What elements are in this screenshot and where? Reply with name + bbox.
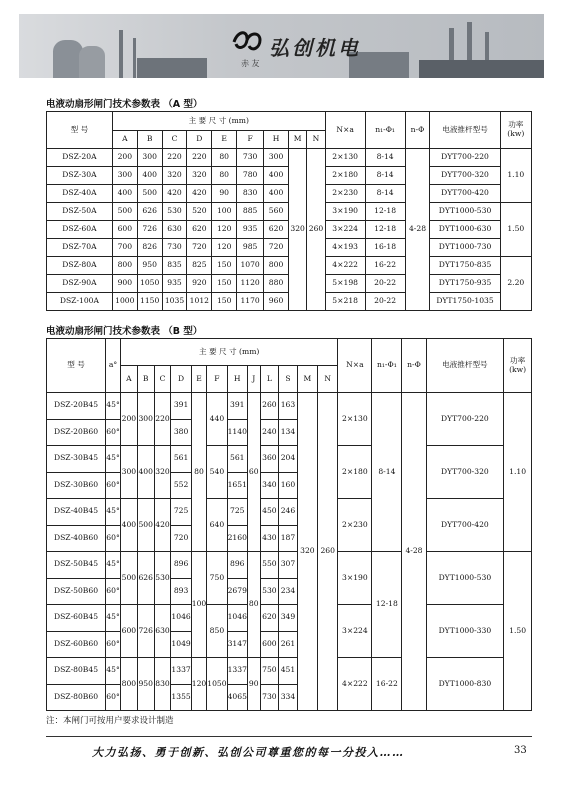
cell-b: 400	[137, 446, 154, 499]
header-col-h: H	[264, 131, 289, 149]
cell-h: 400	[264, 167, 289, 185]
cell-n1phi1: 12-18	[365, 221, 405, 239]
cell-model: DSZ-80A	[47, 257, 113, 275]
cell-l: 430	[260, 525, 279, 552]
footer-slogan: 大力弘扬、勇于创新、弘创公司尊重您的每一分投入……	[92, 746, 405, 759]
cell-s: 234	[279, 578, 298, 605]
cell-na: 2×230	[325, 185, 365, 203]
cell-alpha: 45°	[106, 605, 121, 632]
cell-e: 150	[212, 257, 237, 275]
factory-image	[137, 58, 207, 78]
cell-e: 120	[212, 221, 237, 239]
table-header-row	[47, 112, 532, 131]
cell-b: 726	[137, 221, 162, 239]
header-power: 功率 (kw)	[504, 339, 532, 393]
header-power: 功率 (kw)	[500, 112, 531, 149]
cell-actuator: DYT700-320	[426, 446, 504, 499]
cell-model: DSZ-30B45	[47, 446, 106, 473]
cell-n1phi1: 8-14	[372, 393, 402, 552]
cell-d: 725	[171, 499, 191, 526]
cell-f: 850	[207, 605, 227, 658]
cell-na: 3×190	[338, 552, 372, 605]
cell-n1phi1: 8-14	[365, 167, 405, 185]
cell-c: 320	[154, 446, 171, 499]
cell-f: 440	[207, 393, 227, 446]
cell-h: 400	[264, 185, 289, 203]
header-col-n: N	[318, 366, 338, 393]
header-na: N×a	[325, 112, 365, 149]
header-dimensions: 主 要 尺 寸 (mm)	[120, 339, 337, 366]
cell-f: 935	[237, 221, 264, 239]
cell-na: 2×230	[338, 499, 372, 552]
cell-f: 750	[207, 552, 227, 605]
cell-alpha: 45°	[106, 499, 121, 526]
cell-n1phi1: 12-18	[365, 203, 405, 221]
cell-l: 340	[260, 472, 279, 499]
cell-actuator: DYT1000-830	[426, 658, 504, 711]
cell-b: 500	[137, 499, 154, 552]
cell-h: 2160	[227, 525, 247, 552]
cell-model: DSZ-50B45	[47, 552, 106, 579]
table-row	[47, 552, 532, 579]
cell-c: 630	[162, 221, 187, 239]
cell-f: 1120	[237, 275, 264, 293]
chimney-image	[119, 30, 123, 78]
cell-d: 1046	[171, 605, 191, 632]
cell-a: 500	[112, 203, 137, 221]
cell-model: DSZ-60B45	[47, 605, 106, 632]
cell-actuator: DYT700-220	[426, 393, 504, 446]
cell-model: DSZ-20A	[47, 149, 113, 167]
cell-c: 830	[154, 658, 171, 711]
header-col-a: A	[112, 131, 137, 149]
header-n1phi1: n₁-Φ₁	[365, 112, 405, 149]
cell-actuator: DYT700-320	[430, 167, 500, 185]
cell-d: 520	[187, 203, 212, 221]
cell-h: 2679	[227, 578, 247, 605]
cell-model: DSZ-70A	[47, 239, 113, 257]
cell-b: 1050	[137, 275, 162, 293]
cell-actuator: DYT1750-835	[430, 257, 500, 275]
cell-d: 320	[187, 167, 212, 185]
cell-s: 307	[279, 552, 298, 579]
cell-s: 451	[279, 658, 298, 685]
cell-a: 1000	[112, 293, 137, 311]
cell-h: 880	[264, 275, 289, 293]
cell-nphi: 4-28	[402, 393, 426, 711]
cell-model: DSZ-20B45	[47, 393, 106, 420]
cell-e: 120	[191, 658, 207, 711]
cell-b: 500	[137, 185, 162, 203]
page-number: 33	[514, 745, 527, 756]
table-a-title: 电液动扇形闸门技术参数表 （A 型）	[46, 99, 203, 110]
table-row	[47, 446, 532, 473]
cell-c: 320	[162, 167, 187, 185]
cell-model: DSZ-60A	[47, 221, 113, 239]
table-header-row	[47, 339, 532, 366]
cell-na: 4×222	[325, 257, 365, 275]
cell-alpha: 60°	[106, 472, 121, 499]
header-banner	[19, 14, 544, 78]
cell-h: 800	[264, 257, 289, 275]
cell-alpha: 45°	[106, 552, 121, 579]
cell-power: 1.50	[500, 203, 531, 257]
cell-a: 300	[112, 167, 137, 185]
cell-l: 450	[260, 499, 279, 526]
table-a	[46, 111, 532, 311]
cell-actuator: DYT1000-530	[430, 203, 500, 221]
brand-logo-icon	[230, 28, 264, 56]
header-col-c: C	[162, 131, 187, 149]
cell-model: DSZ-80B60	[47, 684, 106, 711]
cell-s: 163	[279, 393, 298, 420]
header-col-s: S	[279, 366, 298, 393]
cell-model: DSZ-60B60	[47, 631, 106, 658]
cell-f: 1050	[207, 658, 227, 711]
cell-h: 1140	[227, 419, 247, 446]
cell-c: 530	[162, 203, 187, 221]
header-col-e: E	[191, 366, 207, 393]
cell-j: 90	[247, 658, 260, 711]
cell-h: 391	[227, 393, 247, 420]
cell-l: 750	[260, 658, 279, 685]
cell-c: 420	[162, 185, 187, 203]
cell-n1phi1: 16-18	[365, 239, 405, 257]
cell-actuator: DYT1000-330	[426, 605, 504, 658]
cell-d: 1049	[171, 631, 191, 658]
cell-a: 200	[120, 393, 137, 446]
cell-c: 530	[154, 552, 171, 605]
cell-actuator: DYT700-420	[426, 499, 504, 552]
cell-n1phi1: 20-22	[365, 293, 405, 311]
cell-e: 120	[212, 239, 237, 257]
cell-f: 885	[237, 203, 264, 221]
cell-model: DSZ-40B60	[47, 525, 106, 552]
cell-na: 4×193	[325, 239, 365, 257]
cell-f: 1070	[237, 257, 264, 275]
cell-na: 5×198	[325, 275, 365, 293]
cell-na: 2×130	[325, 149, 365, 167]
cell-d: 1012	[187, 293, 212, 311]
cell-d: 391	[171, 393, 191, 420]
cell-actuator: DYT1750-935	[430, 275, 500, 293]
cell-f: 730	[237, 149, 264, 167]
cell-b: 950	[137, 257, 162, 275]
cell-power: 2.20	[500, 257, 531, 311]
cell-h: 560	[264, 203, 289, 221]
header-col-d: D	[171, 366, 191, 393]
footnote: 注：本闸门可按用户要求设计制造	[46, 716, 174, 726]
cooling-tower-image	[79, 46, 105, 78]
chimney-image	[133, 38, 136, 78]
cell-a: 400	[112, 185, 137, 203]
cell-alpha: 60°	[106, 525, 121, 552]
header-col-f: F	[237, 131, 264, 149]
cell-l: 620	[260, 605, 279, 632]
cell-alpha: 60°	[106, 578, 121, 605]
cell-d: 893	[171, 578, 191, 605]
cell-alpha: 45°	[106, 446, 121, 473]
cell-f: 1170	[237, 293, 264, 311]
cell-model: DSZ-40A	[47, 185, 113, 203]
cell-c: 220	[154, 393, 171, 446]
cell-a: 900	[112, 275, 137, 293]
brand-subtitle: 赤 友	[241, 59, 260, 68]
cell-model: DSZ-100A	[47, 293, 113, 311]
cell-d: 1337	[171, 658, 191, 685]
cell-h: 1651	[227, 472, 247, 499]
cell-n1phi1: 16-22	[365, 257, 405, 275]
cell-h: 725	[227, 499, 247, 526]
cell-b: 300	[137, 149, 162, 167]
cell-power: 1.10	[504, 393, 532, 552]
cell-na: 2×130	[338, 393, 372, 446]
cell-c: 1035	[162, 293, 187, 311]
cell-f: 780	[237, 167, 264, 185]
cell-s: 261	[279, 631, 298, 658]
cell-b: 626	[137, 552, 154, 605]
header-alpha: a°	[106, 339, 121, 393]
table-row	[47, 149, 532, 167]
cell-l: 600	[260, 631, 279, 658]
cell-a: 500	[120, 552, 137, 605]
cell-d: 920	[187, 275, 212, 293]
cell-b: 726	[137, 605, 154, 658]
cell-actuator: DYT1000-730	[430, 239, 500, 257]
header-col-e: E	[212, 131, 237, 149]
cell-a: 800	[112, 257, 137, 275]
cell-c: 835	[162, 257, 187, 275]
header-col-h: H	[227, 366, 247, 393]
cell-s: 334	[279, 684, 298, 711]
cell-n1phi1: 8-14	[365, 185, 405, 203]
cell-h: 960	[264, 293, 289, 311]
cell-d: 380	[171, 419, 191, 446]
cell-alpha: 60°	[106, 631, 121, 658]
brand-name: 弘创机电	[269, 36, 361, 60]
cell-l: 260	[260, 393, 279, 420]
header-actuator: 电液推杆型号	[426, 339, 504, 393]
header-nphi: n-Φ	[405, 112, 430, 149]
cell-a: 800	[120, 658, 137, 711]
cell-d: 720	[187, 239, 212, 257]
cell-e: 80	[212, 167, 237, 185]
cell-na: 2×180	[325, 167, 365, 185]
cell-m: 320	[288, 149, 306, 311]
cell-f: 985	[237, 239, 264, 257]
cell-d: 896	[171, 552, 191, 579]
cell-d: 552	[171, 472, 191, 499]
cell-n1phi1: 8-14	[365, 149, 405, 167]
cell-h: 620	[264, 221, 289, 239]
cell-e: 100	[191, 552, 207, 658]
table-b-title: 电液动扇形闸门技术参数表 （B 型）	[46, 326, 203, 337]
cell-s: 160	[279, 472, 298, 499]
cell-h: 896	[227, 552, 247, 579]
cell-f: 830	[237, 185, 264, 203]
cell-e: 80	[212, 149, 237, 167]
header-col-d: D	[187, 131, 212, 149]
cell-f: 640	[207, 499, 227, 552]
cell-b: 400	[137, 167, 162, 185]
cell-power: 1.10	[500, 149, 531, 203]
header-nphi: n-Φ	[402, 339, 426, 393]
factory-image	[419, 60, 544, 78]
cell-na: 2×180	[338, 446, 372, 499]
cell-actuator: DYT1000-630	[430, 221, 500, 239]
header-col-j: J	[247, 366, 260, 393]
cell-h: 561	[227, 446, 247, 473]
header-col-l: L	[260, 366, 279, 393]
cell-na: 3×190	[325, 203, 365, 221]
cell-s: 204	[279, 446, 298, 473]
cell-b: 626	[137, 203, 162, 221]
cell-n: 260	[307, 149, 325, 311]
cell-a: 200	[112, 149, 137, 167]
header-model: 型 号	[47, 112, 113, 149]
cell-c: 630	[154, 605, 171, 658]
header-col-b: B	[137, 131, 162, 149]
cell-e: 80	[191, 393, 207, 552]
cell-na: 3×224	[325, 221, 365, 239]
table-row	[47, 658, 532, 685]
header-model: 型 号	[47, 339, 106, 393]
cell-d: 620	[187, 221, 212, 239]
cell-a: 400	[120, 499, 137, 552]
cell-model: DSZ-30B60	[47, 472, 106, 499]
cell-actuator: DYT1750-1035	[430, 293, 500, 311]
cell-actuator: DYT700-420	[430, 185, 500, 203]
cell-model: DSZ-50B60	[47, 578, 106, 605]
cell-n: 260	[318, 393, 338, 711]
cell-b: 300	[137, 393, 154, 446]
header-dimensions: 主 要 尺 寸 (mm)	[112, 112, 325, 131]
cell-alpha: 45°	[106, 393, 121, 420]
header-col-a: A	[120, 366, 137, 393]
cell-l: 360	[260, 446, 279, 473]
header-actuator: 电液推杆型号	[430, 112, 500, 149]
cell-c: 420	[154, 499, 171, 552]
header-n1phi1: n₁-Φ₁	[372, 339, 402, 393]
cell-n1phi1: 20-22	[365, 275, 405, 293]
cell-s: 246	[279, 499, 298, 526]
cell-e: 150	[212, 293, 237, 311]
cell-l: 530	[260, 578, 279, 605]
cell-c: 220	[162, 149, 187, 167]
header-col-c: C	[154, 366, 171, 393]
cell-b: 826	[137, 239, 162, 257]
cell-h: 4065	[227, 684, 247, 711]
cell-actuator: DYT700-220	[430, 149, 500, 167]
cell-alpha: 60°	[106, 419, 121, 446]
table-row	[47, 393, 532, 420]
cell-model: DSZ-90A	[47, 275, 113, 293]
cell-na: 5×218	[325, 293, 365, 311]
header-col-n: N	[307, 131, 325, 149]
cell-nphi: 4-28	[405, 149, 430, 311]
cell-na: 4×222	[338, 658, 372, 711]
cell-s: 349	[279, 605, 298, 632]
cell-model: DSZ-80B45	[47, 658, 106, 685]
cell-l: 550	[260, 552, 279, 579]
cell-d: 220	[187, 149, 212, 167]
cell-j: 80	[247, 552, 260, 658]
cell-alpha: 45°	[106, 658, 121, 685]
cell-h: 1337	[227, 658, 247, 685]
cell-h: 720	[264, 239, 289, 257]
table-row	[47, 605, 532, 632]
cell-b: 950	[137, 658, 154, 711]
cell-e: 100	[212, 203, 237, 221]
header-col-m: M	[288, 131, 306, 149]
cell-l: 240	[260, 419, 279, 446]
cell-h: 3147	[227, 631, 247, 658]
cell-d: 1355	[171, 684, 191, 711]
cell-d: 561	[171, 446, 191, 473]
footer-divider	[46, 736, 532, 737]
table-row	[47, 499, 532, 526]
cell-e: 90	[212, 185, 237, 203]
cell-n1phi1: 16-22	[372, 658, 402, 711]
cell-h: 300	[264, 149, 289, 167]
cell-actuator: DYT1000-530	[426, 552, 504, 605]
cell-model: DSZ-30A	[47, 167, 113, 185]
cell-d: 825	[187, 257, 212, 275]
cell-s: 134	[279, 419, 298, 446]
cell-model: DSZ-50A	[47, 203, 113, 221]
cell-d: 720	[171, 525, 191, 552]
cell-l: 730	[260, 684, 279, 711]
cell-power: 1.50	[504, 552, 532, 711]
header-col-f: F	[207, 366, 227, 393]
cell-s: 187	[279, 525, 298, 552]
cell-f: 540	[207, 446, 227, 499]
cell-e: 150	[212, 275, 237, 293]
header-col-b: B	[137, 366, 154, 393]
cell-c: 730	[162, 239, 187, 257]
table-b	[46, 338, 532, 711]
cell-model: DSZ-20B60	[47, 419, 106, 446]
cell-b: 1150	[137, 293, 162, 311]
cell-a: 700	[112, 239, 137, 257]
cell-alpha: 60°	[106, 684, 121, 711]
cell-j: 60	[247, 393, 260, 552]
header-col-m: M	[297, 366, 317, 393]
cell-model: DSZ-40B45	[47, 499, 106, 526]
cell-m: 320	[297, 393, 317, 711]
header-na: N×a	[338, 339, 372, 393]
cell-h: 1046	[227, 605, 247, 632]
cell-d: 420	[187, 185, 212, 203]
cell-a: 600	[112, 221, 137, 239]
cell-a: 600	[120, 605, 137, 658]
cell-c: 935	[162, 275, 187, 293]
cell-a: 300	[120, 446, 137, 499]
cell-n1phi1: 12-18	[372, 552, 402, 658]
cell-na: 3×224	[338, 605, 372, 658]
